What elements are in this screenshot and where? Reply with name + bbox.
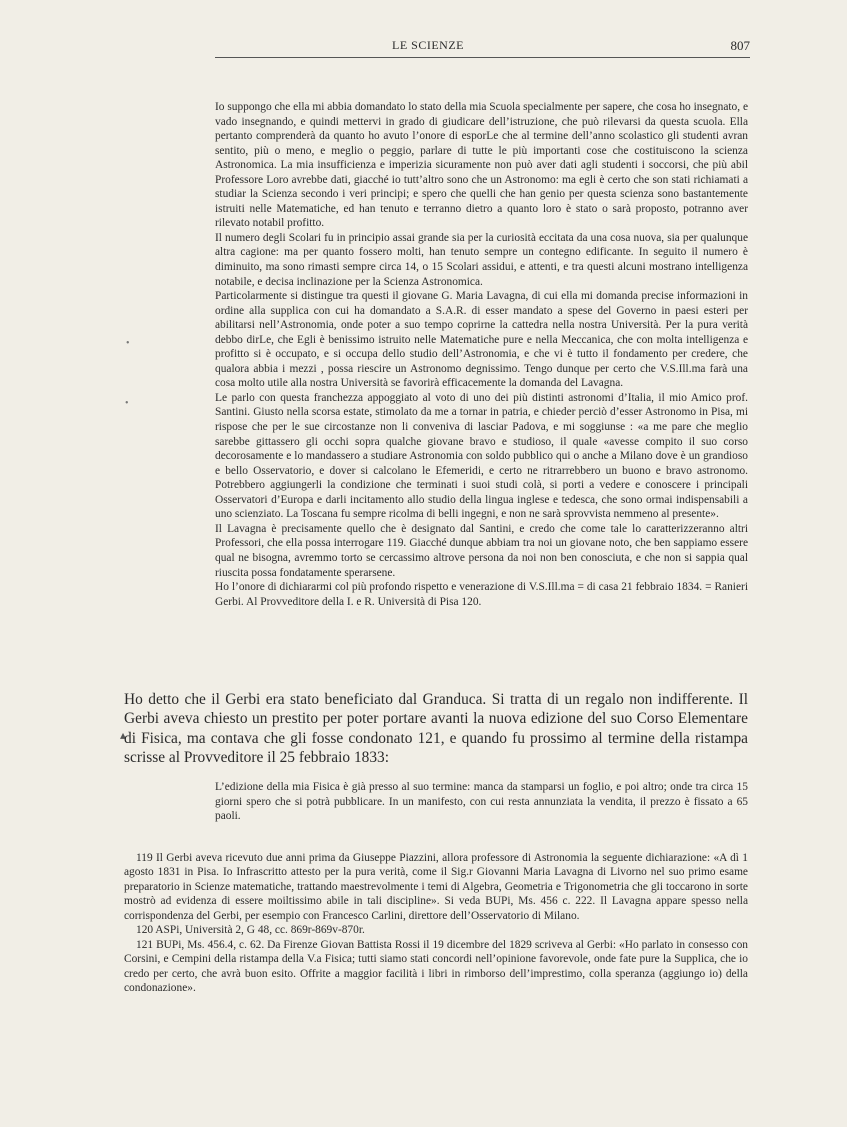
header-rule (215, 57, 750, 58)
quote-paragraph: Io suppongo che ella mi abbia domandato lo stato della mia Scuola specialmente per sapere, che cosa ho insegnato, e vado insegnando, e quindi mettervi in grado di giudicare dell’istruzione, che può rilevarsi da questa scuola. Ella pertanto comprenderà da quanto ho avuto l’onore di esporLe che al termine dell’anno scolastico gli studenti avran sentito, più o meno, e meglio o peggio, parlare di tutte le più importanti cose che costituiscono la scienza Astronomica. La mia insufficienza e imperizia sicuramente non può aver dati agli studenti i soccorsi, che più abil Professore Loro avrebbe dati, giacché io tutt’altro sono che un Astronomo: ma egli è certo che son stati richiamati a studiar la Scienza secondo i veri principi; e spero che quelli che han genio per questa scienza sono bastantemente istruiti nelle Matematiche, ed han tenuto e terranno dietro a quanto loro è stato o sarà proposto, potranno aver rilevato notabil profitto. (215, 101, 748, 230)
quote-paragraph: Ho l’onore di dichiararmi col più profondo rispetto e venerazione di V.S.Ill.ma = di casa 21 febbraio 1834. = Ranieri Gerbi. Al Provveditore della I. e R. Università di Pisa 120. (215, 581, 748, 608)
second-quotation (215, 780, 748, 824)
footnote-121: 121 BUPi, Ms. 456.4, c. 62. Da Firenze Giovan Battista Rossi il 19 dicembre del 1829 scriveva al Gerbi: «Ho parlato in consesso con Corsini, e Cempini della ristampa della V.a Fisica; tutti siamo stati concordi nell’opinione favorevole, onde fate pure la Supplica, che io credo per certo, che avrà buon esito. Offrite a maggior facilità i libri in rimborso dell’imprestimo, colla speranza (aggiungo io) della condonazione». (124, 938, 748, 995)
footnotes (124, 851, 748, 996)
margin-pencil-mark: ▴ (120, 728, 127, 742)
body-text (124, 690, 748, 768)
margin-mark: • (125, 398, 129, 409)
margin-mark: • (126, 338, 130, 349)
quote2-paragraph: L’edizione della mia Fisica è già presso al suo termine: manca da stamparsi un foglio, e poi altro; onde tra circa 15 giorni spero che si potrà pubblicare. In un manifesto, con cui resta annunziata la vendita, il prezzo è fissato a 65 paoli. (215, 781, 748, 823)
running-title: LE SCIENZE (392, 38, 464, 52)
quote-paragraph: Particolarmente si distingue tra questi il giovane G. Maria Lavagna, di cui ella mi domanda precise informazioni in ordine alla supplica con cui ha domandato a S.A.R. di esser mandato a spese del Governo in paesi esteri per abilitarsi nell’Astronomia, onde poter a suo tempo coprirne la cattedra nella nostra Università. Per la pura verità debbo dirLe, che Egli è benissimo istruito nelle Matematiche pure e nella Meccanica, che con molta intelligenza e profitto si è occupato, e si occupa dello studio dell’Astronomia, e che vi è tutto il fondamento per credere, che qualora abbia i mezzi , possa riescire un Astronomo degnissimo. Tengo dunque per certo che V.S.Ill.ma farà una cosa molto utile alla nostra Università se favorirà efficacemente la domanda del Lavagna. (215, 290, 748, 390)
quote-paragraph: Il Lavagna è precisamente quello che è designato dal Santini, e credo che come tale lo caratterizzeranno altri Professori, che ella possa interrogare 119. Giacché dunque abbiam tra noi un giovane noto, che ben sappiamo essere qual ne bisogna, avremmo torto se cercassimo altrove persona da noi non ben conosciuta, e che non si sappia qual riuscita possa fondatamente sperarsene. (215, 522, 748, 579)
running-header (215, 38, 750, 58)
letter-quotation (215, 100, 748, 672)
page-number: 807 (730, 38, 750, 53)
quote-paragraph: Il numero degli Scolari fu in principio assai grande sia per la curiosità eccitata da una cosa nuova, sia per qualunque altra cagione: ma per quanto fossero molti, han tenuto sempre un contegno edificante. In seguito il numero è diminuito, ma sono rimasti sempre circa 14, o 15 Scolari assidui, e attenti, e tra questi alcuni mostrano intelligenza notabile, e decisa inclinazione per la Scienza Astronomica. (215, 231, 748, 288)
body-paragraph: Ho detto che il Gerbi era stato beneficiato dal Granduca. Si tratta di un regalo non indifferente. Il Gerbi aveva chiesto un prestito per poter portare avanti la nuova edizione del suo Corso Elementare di Fisica, ma contava che gli fosse condonato 121, e quando fu prossimo al termine della ristampa scrisse al Provveditore il 25 febbraio 1833: (124, 691, 748, 767)
footnote-120: 120 ASPi, Università 2, G 48, cc. 869r-869v-870r. (136, 924, 365, 937)
quote-paragraph: Le parlo con questa franchezza appoggiato al voto di uno dei più distinti astronomi d’Italia, il mio Amico prof. Santini. Giusto nella scorsa estate, stimolato da me a tornar in patria, e chieder perciò d’esser Astronomo in Pisa, mi rispose che per le sue circostanze non li conveniva di lasciar Padova, e mi soggiunse : «a me pare che meglio sarebbe gittassero gli occhi sopra qualche giovane bravo e studioso, il quale «avesse compito il suo corso decorosamente e lo mandassero a studiare Astronomia con soldo pubblico qui o anche a Milano dove è un grandioso e bello Osservatorio, e dover si calcolano le Efemeridi, e certo ne ritrarrebbero un buono e bravo astronomo. Potrebbero aggiungerli la condizione che terminati i suoi studi colà, si porti a vedere e conoscere i principali Osservatori d’Europa e darli incitamento allo studio della lingua inglese e tedesca, che sono ormai indispensabili a uno scienziato. La Toscana fu sempre ricolma di belli ingegni, e non ne sarà sprovvista nemmeno al presente». (215, 391, 748, 521)
footnote-119: 119 Il Gerbi aveva ricevuto due anni prima da Giuseppe Piazzini, allora professore di Astronomia la seguente dichiarazione: «A dì 1 agosto 1831 in Pisa. Io Infrascritto attesto per la pura verità, come il Sig.r Giovanni Maria Lavagna di Livorno nel suo primo esame preparatorio in Scienze matematiche, trattando maestrevolmente i temi di Algebra, Geometria e Trigonometria che gli toccarono in sorte mostrò ad evidenza di essere moiltissimo abile in tali discipline». Si veda BUPi, Ms. 456 c. 222. Il Lavagna appare spesso nella corrispondenza del Gerbi, per esempio con Francesco Carlini, direttore dell’Osservatorio di Milano. (124, 852, 748, 922)
